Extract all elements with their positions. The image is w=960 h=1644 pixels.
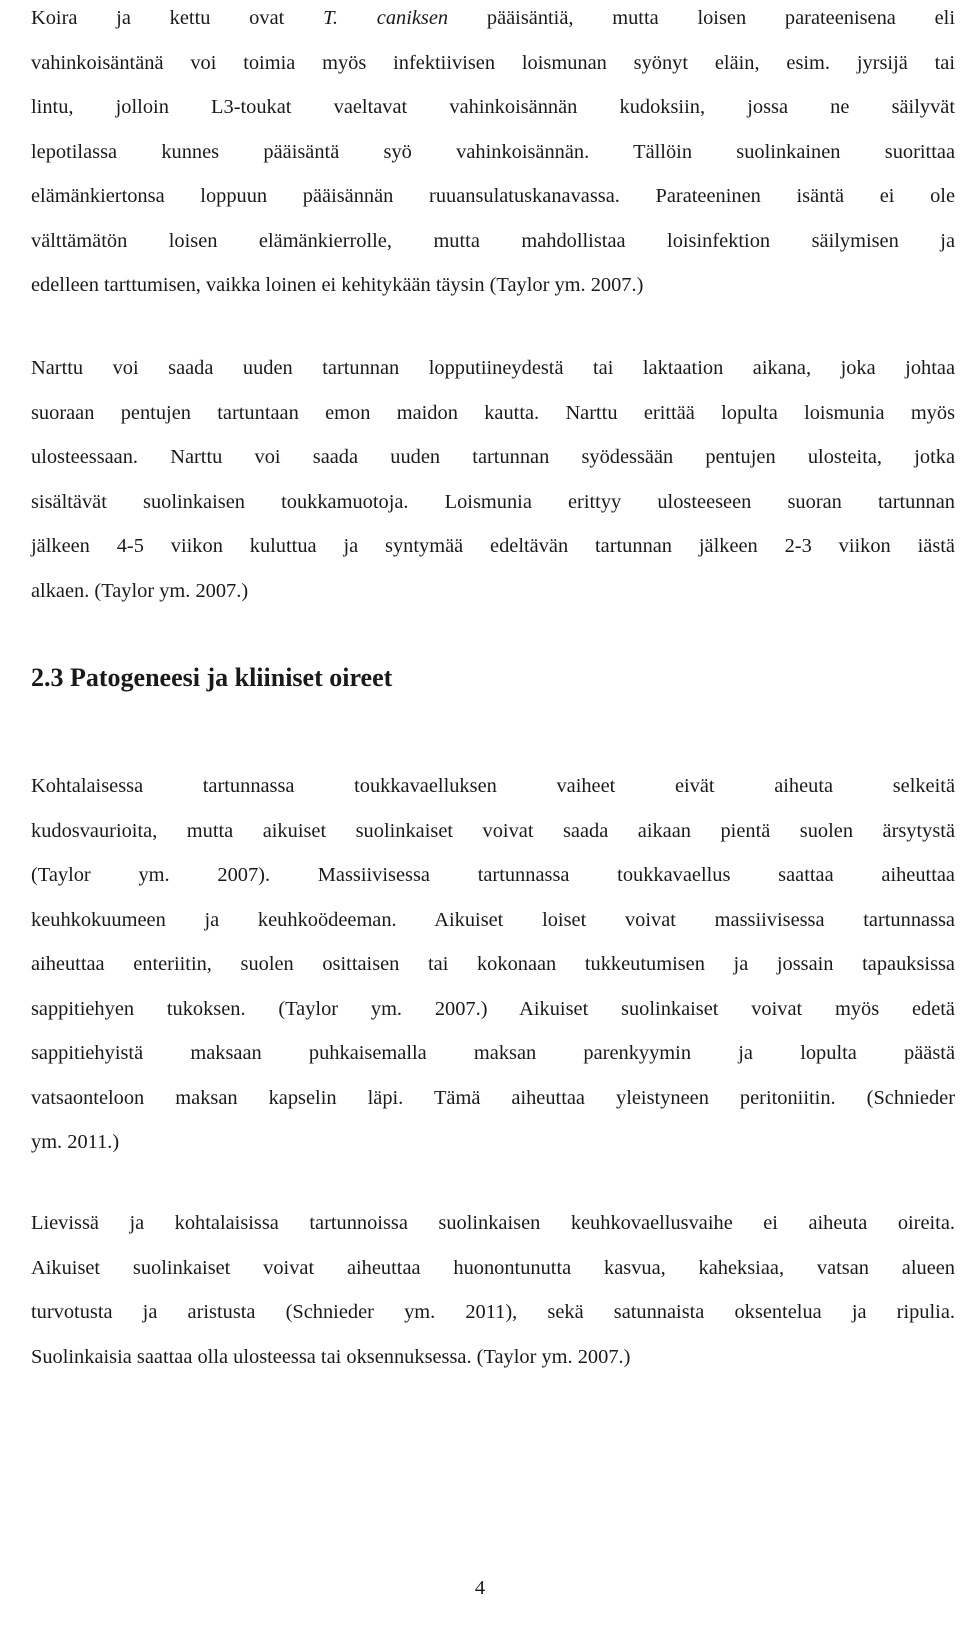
paragraph-line: Kohtalaisessa tartunnassa toukkavaelluksen vaiheet eivät aiheuta selkeitä — [31, 775, 955, 797]
paragraph-line: alkaen. (Taylor ym. 2007.) — [31, 579, 249, 602]
species-name: caniksen — [376, 7, 449, 29]
paragraph-line: Lievissä ja kohtalaisissa tartunnoissa suolinkaisen keuhkovaellusvaihe ei aiheuta oireita. — [31, 1212, 955, 1234]
species-abbreviation: T. — [323, 7, 338, 29]
paragraph-line: vahinkoisäntänä voi toimia myös infektiivisen loismunan syönyt eläin, esim. jyrsijä tai — [31, 51, 955, 74]
paragraph-line: (Taylor ym. 2007). Massiivisessa tartunnassa toukkavaellus saattaa aiheuttaa — [31, 864, 955, 886]
paragraph-line: turvotusta ja aristusta (Schnieder ym. 2011), sekä satunnaista oksentelua ja ripulia. — [31, 1301, 955, 1323]
paragraph-line: edelleen tarttumisen, vaikka loinen ei kehitykään täysin (Taylor ym. 2007.) — [31, 274, 644, 296]
paragraph-transmission — [31, 346, 955, 613]
paragraph-line: suoraan pentujen tartuntaan emon maidon kautta. Narttu erittää lopulta loismunia myös — [31, 401, 955, 424]
paragraph-line: Aikuiset suolinkaiset voivat aiheuttaa huonontunutta kasvua, kaheksiaa, vatsan alueen — [31, 1256, 955, 1279]
paragraph-line: lepotilassa kunnes pääisäntä syö vahinkoisännän. Tällöin suolinkainen suorittaa — [31, 140, 955, 163]
paragraph-line: kudosvaurioita, mutta aikuiset suolinkaiset voivat saada aikaan pientä suolen ärsytystä — [31, 819, 955, 842]
paragraph-line: keuhkokuumeen ja keuhkoödeeman. Aikuiset loiset voivat massiivisessa tartunnassa — [31, 908, 955, 931]
paragraph-lead: Koira ja kettu ovat — [31, 7, 285, 29]
paragraph-pathogenesis — [31, 764, 955, 1165]
paragraph-life-cycle — [31, 0, 955, 308]
paragraph-line: ulosteessaan. Narttu voi saada uuden tartunnan syödessään pentujen ulosteita, jotka — [31, 446, 955, 468]
page-number: 4 — [474, 1577, 486, 1599]
paragraph-line: jälkeen 4-5 viikon kuluttua ja syntymää edeltävän tartunnan jälkeen 2-3 viikon iästä — [31, 535, 955, 557]
paragraph-line: sappitiehyen tukoksen. (Taylor ym. 2007.) Aikuiset suolinkaiset voivat myös edetä — [31, 997, 955, 1020]
paragraph-line: sisältävät suolinkaisen toukkamuotoja. Loismunia erittyy ulosteeseen suoran tartunnan — [31, 490, 955, 513]
paragraph-line: ym. 2011.) — [31, 1131, 120, 1153]
paragraph-line: aiheuttaa enteriitin, suolen osittaisen tai kokonaan tukkeutumisen ja jossain tapauksissa — [31, 953, 955, 975]
paragraph-line: lintu, jolloin L3-toukat vaeltavat vahinkoisännän kudoksiin, jossa ne säilyvät — [31, 96, 955, 118]
section-heading: 2.3 Patogeneesi ja kliiniset oireet — [31, 663, 393, 692]
paragraph-line: elämänkiertonsa loppuun pääisännän ruuansulatuskanavassa. Parateeninen isäntä ei ole — [31, 185, 955, 207]
paragraph-line: vatsaonteloon maksan kapselin läpi. Tämä aiheuttaa yleistyneen peritoniitin. (Schnieder — [31, 1086, 955, 1109]
paragraph-line: Suolinkaisia saattaa olla ulosteessa tai oksennuksessa. (Taylor ym. 2007.) — [31, 1345, 631, 1368]
paragraph-line-rest: pääisäntiä, mutta loisen parateenisena eli — [486, 7, 955, 29]
paragraph-clinical-signs — [31, 1201, 955, 1379]
paragraph-line: välttämätön loisen elämänkierrolle, mutta mahdollistaa loisinfektion säilymisen ja — [31, 229, 955, 252]
paragraph-line: sappitiehyistä maksaan puhkaisemalla maksan parenkyymin ja lopulta päästä — [31, 1042, 955, 1064]
paragraph-line — [31, 0, 955, 41]
paragraph-line: Narttu voi saada uuden tartunnan lopputiineydestä tai laktaation aikana, joka johtaa — [31, 357, 955, 379]
